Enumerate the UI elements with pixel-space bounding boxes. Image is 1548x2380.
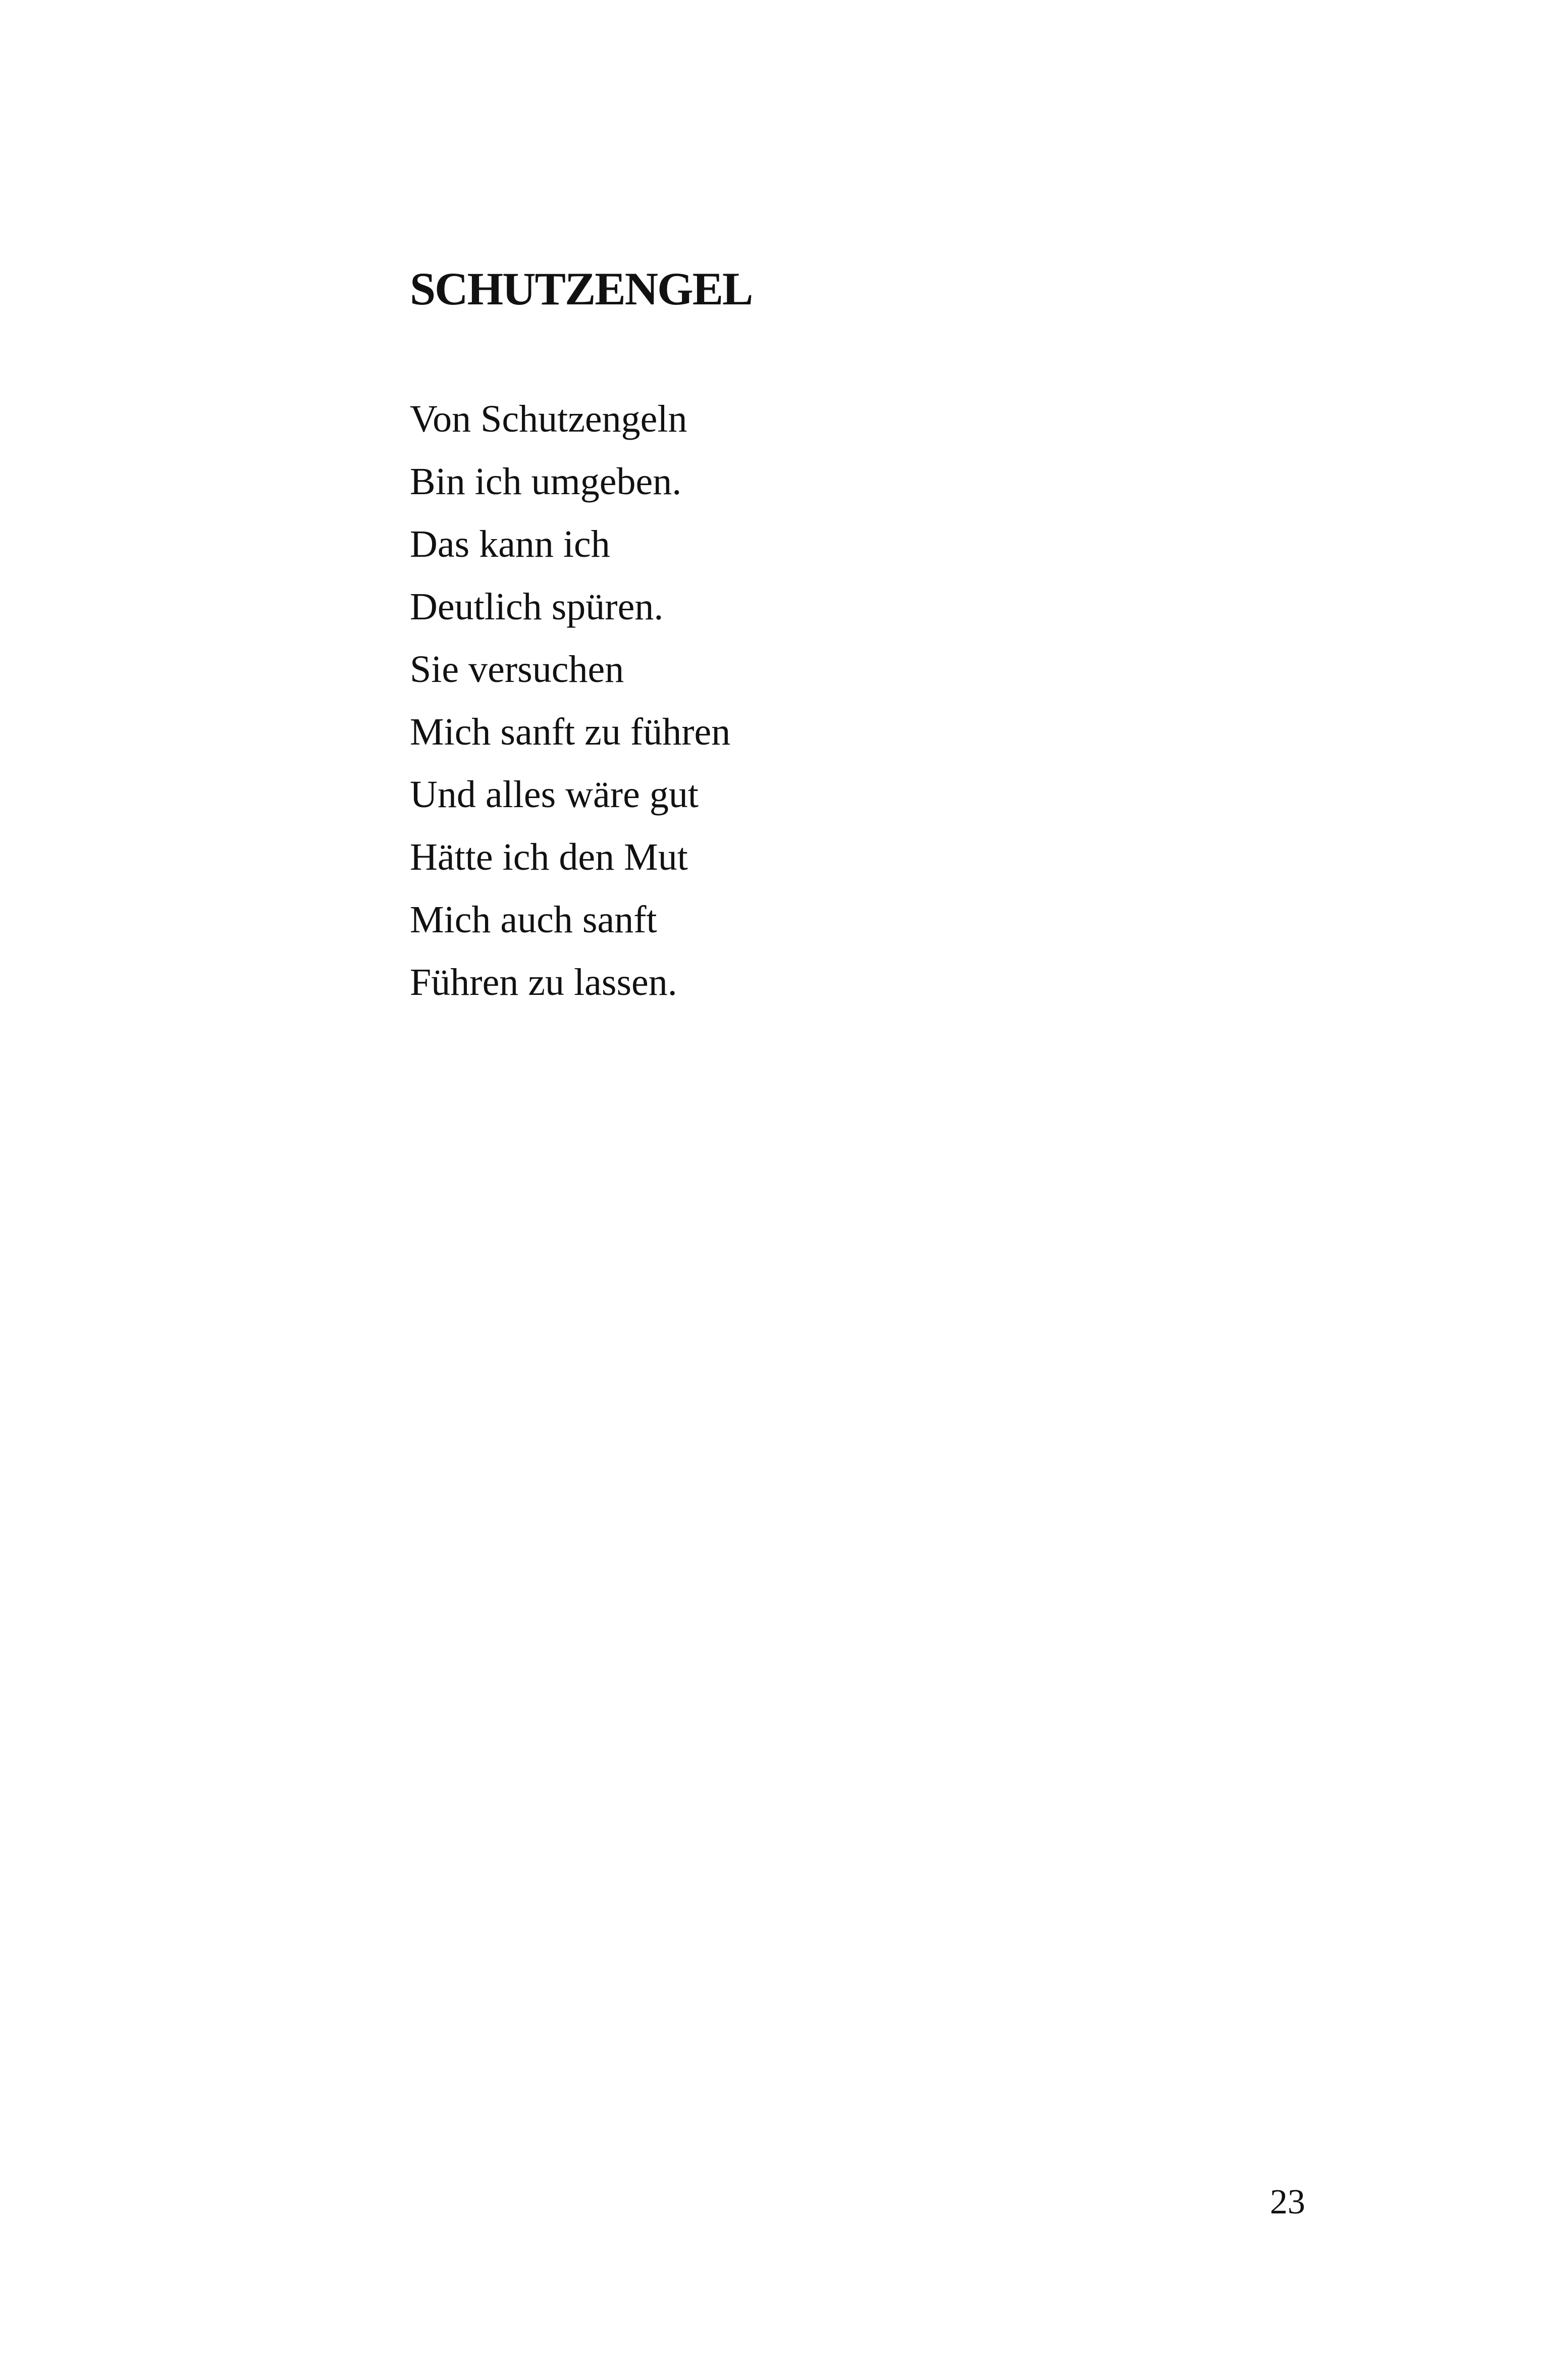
poem-line: Das kann ich xyxy=(410,523,610,565)
poem-line: Führen zu lassen. xyxy=(410,961,677,1003)
poem-body xyxy=(410,388,730,1014)
poem-line: Bin ich umgeben. xyxy=(410,460,682,503)
poem-line: Von Schutzengeln xyxy=(410,398,687,440)
poem-line: Deutlich spüren. xyxy=(410,586,664,628)
poem-line: Mich auch sanft xyxy=(410,898,657,941)
poem-line: Und alles wäre gut xyxy=(410,773,699,816)
poem-title: SCHUTZENGEL xyxy=(410,263,753,314)
poem-line: Sie versuchen xyxy=(410,648,624,691)
page-number: 23 xyxy=(1270,2183,1305,2222)
poem-line: Hätte ich den Mut xyxy=(410,836,688,878)
poem-line: Mich sanft zu führen xyxy=(410,711,731,753)
